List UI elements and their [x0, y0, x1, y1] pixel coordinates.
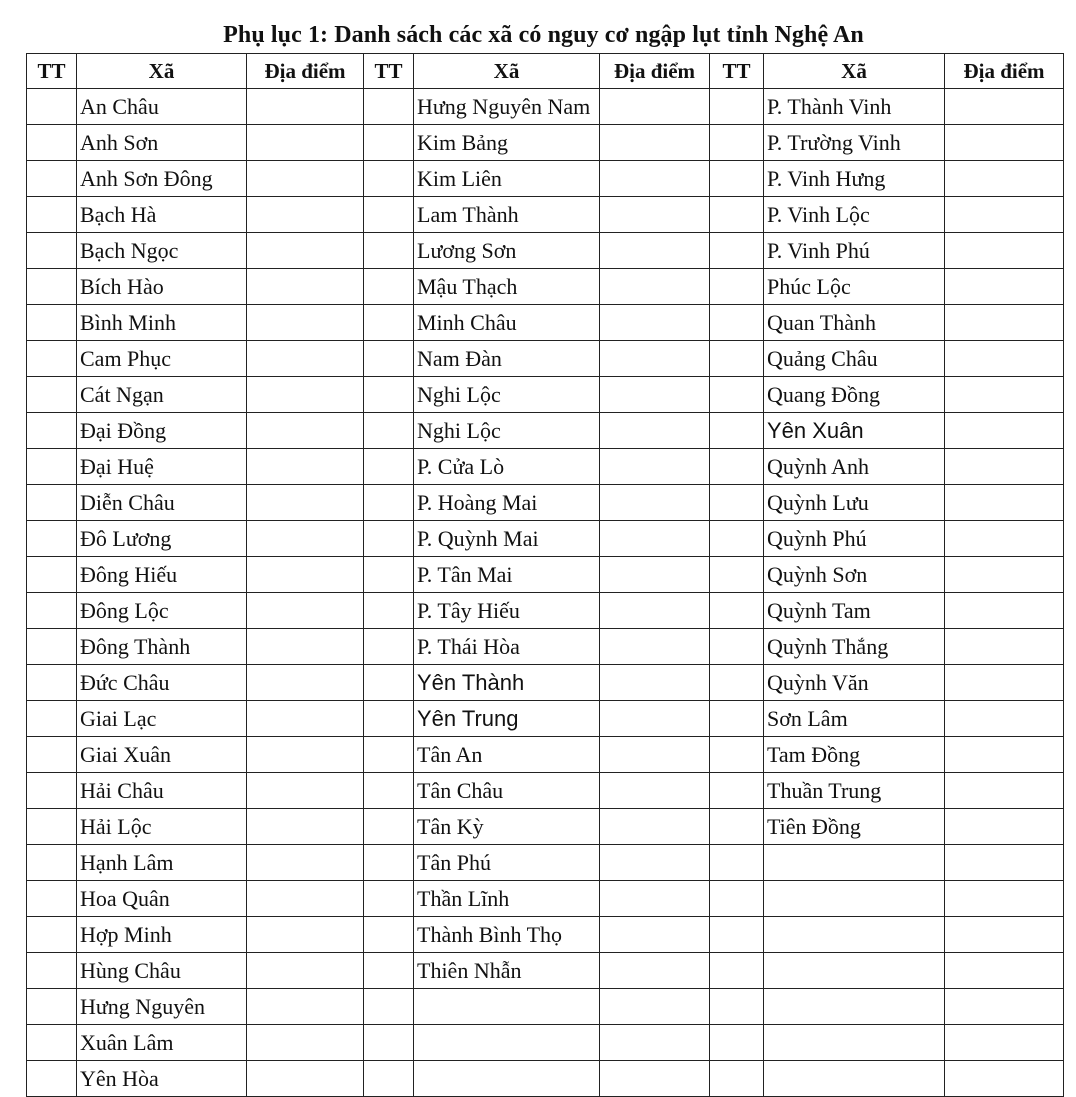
table-row — [27, 629, 1064, 665]
table-row — [27, 377, 1064, 413]
tt-cell — [710, 125, 764, 161]
table-row — [27, 701, 1064, 737]
location-cell — [945, 269, 1064, 305]
table-row — [27, 521, 1064, 557]
tt-cell — [710, 917, 764, 953]
location-cell — [600, 1061, 710, 1097]
tt-cell — [710, 521, 764, 557]
location-cell — [945, 125, 1064, 161]
location-header: Địa điểm — [945, 54, 1064, 89]
location-cell — [945, 233, 1064, 269]
location-cell — [945, 1025, 1064, 1061]
location-cell — [247, 377, 364, 413]
commune-cell-right: Quỳnh Lưu — [764, 485, 945, 521]
commune-cell-left: Giai Xuân — [77, 737, 247, 773]
commune-cell-right: Phúc Lộc — [764, 269, 945, 305]
commune-cell-middle: Tân Phú — [414, 845, 600, 881]
commune-cell-middle: Nam Đàn — [414, 341, 600, 377]
location-cell — [247, 917, 364, 953]
location-cell — [945, 305, 1064, 341]
tt-cell — [27, 305, 77, 341]
commune-cell-middle: Kim Liên — [414, 161, 600, 197]
tt-cell — [364, 557, 414, 593]
tt-cell — [364, 377, 414, 413]
location-cell — [247, 953, 364, 989]
tt-header: TT — [27, 54, 77, 89]
location-cell — [945, 377, 1064, 413]
commune-header: Xã — [414, 54, 600, 89]
tt-cell — [364, 341, 414, 377]
commune-cell-left: Đô Lương — [77, 521, 247, 557]
tt-cell — [364, 197, 414, 233]
tt-cell — [27, 341, 77, 377]
location-cell — [247, 665, 364, 701]
tt-cell — [364, 593, 414, 629]
tt-cell — [27, 881, 77, 917]
table-row — [27, 233, 1064, 269]
location-cell — [247, 341, 364, 377]
location-cell — [945, 989, 1064, 1025]
commune-cell-left: Giai Lạc — [77, 701, 247, 737]
location-cell — [600, 485, 710, 521]
document-title: Phụ lục 1: Danh sách các xã có nguy cơ ngập lụt tỉnh Nghệ An — [223, 22, 864, 48]
location-cell — [945, 845, 1064, 881]
tt-cell — [710, 881, 764, 917]
table-row — [27, 665, 1064, 701]
tt-cell — [364, 845, 414, 881]
tt-cell — [364, 125, 414, 161]
commune-cell-middle: P. Quỳnh Mai — [414, 521, 600, 557]
table-row — [27, 557, 1064, 593]
commune-cell-left: Bích Hào — [77, 269, 247, 305]
location-cell — [247, 449, 364, 485]
location-cell — [600, 701, 710, 737]
location-cell — [247, 629, 364, 665]
commune-cell-left: Hạnh Lâm — [77, 845, 247, 881]
commune-cell-left: Hùng Châu — [77, 953, 247, 989]
commune-cell-middle: P. Cửa Lò — [414, 449, 600, 485]
location-cell — [600, 917, 710, 953]
tt-cell — [364, 629, 414, 665]
location-cell — [247, 989, 364, 1025]
table-row — [27, 449, 1064, 485]
tt-cell — [710, 701, 764, 737]
location-cell — [247, 305, 364, 341]
location-cell — [945, 593, 1064, 629]
commune-cell-right — [764, 1061, 945, 1097]
table-row — [27, 305, 1064, 341]
commune-header: Xã — [77, 54, 247, 89]
location-cell — [247, 557, 364, 593]
location-cell — [600, 665, 710, 701]
location-cell — [247, 413, 364, 449]
commune-cell-middle: Tân Châu — [414, 773, 600, 809]
location-cell — [600, 737, 710, 773]
tt-cell — [710, 1061, 764, 1097]
tt-cell — [27, 413, 77, 449]
commune-cell-right: Quỳnh Anh — [764, 449, 945, 485]
tt-cell — [27, 161, 77, 197]
tt-cell — [710, 557, 764, 593]
location-cell — [945, 809, 1064, 845]
commune-cell-right: Quỳnh Tam — [764, 593, 945, 629]
commune-cell-middle: P. Hoàng Mai — [414, 485, 600, 521]
commune-cell-middle: Lương Sơn — [414, 233, 600, 269]
commune-cell-middle: P. Tân Mai — [414, 557, 600, 593]
commune-cell-right — [764, 917, 945, 953]
location-cell — [247, 233, 364, 269]
location-cell — [600, 233, 710, 269]
commune-cell-middle: Nghi Lộc — [414, 413, 600, 449]
tt-cell — [27, 737, 77, 773]
commune-cell-left: Bạch Hà — [77, 197, 247, 233]
table-row — [27, 341, 1064, 377]
commune-cell-right: Yên Xuân — [764, 413, 945, 449]
location-cell — [600, 89, 710, 125]
commune-cell-left: Bạch Ngọc — [77, 233, 247, 269]
commune-cell-right: P. Vinh Phú — [764, 233, 945, 269]
location-cell — [247, 125, 364, 161]
tt-cell — [710, 413, 764, 449]
location-cell — [945, 737, 1064, 773]
commune-cell-left: Đức Châu — [77, 665, 247, 701]
commune-cell-left: Cam Phục — [77, 341, 247, 377]
tt-cell — [710, 737, 764, 773]
commune-cell-middle: Yên Trung — [414, 701, 600, 737]
commune-cell-right: Sơn Lâm — [764, 701, 945, 737]
location-cell — [247, 1061, 364, 1097]
tt-cell — [27, 665, 77, 701]
location-cell — [600, 881, 710, 917]
commune-cell-right: P. Trường Vinh — [764, 125, 945, 161]
tt-cell — [710, 197, 764, 233]
location-cell — [600, 557, 710, 593]
tt-cell — [710, 89, 764, 125]
commune-cell-left: Đông Hiếu — [77, 557, 247, 593]
tt-cell — [364, 953, 414, 989]
commune-cell-left: Đại Đồng — [77, 413, 247, 449]
tt-cell — [364, 521, 414, 557]
commune-cell-right: Quảng Châu — [764, 341, 945, 377]
tt-cell — [364, 989, 414, 1025]
commune-cell-right: Tiên Đồng — [764, 809, 945, 845]
tt-cell — [710, 377, 764, 413]
location-cell — [945, 449, 1064, 485]
tt-cell — [364, 233, 414, 269]
tt-cell — [710, 629, 764, 665]
tt-cell — [27, 233, 77, 269]
location-header: Địa điểm — [600, 54, 710, 89]
commune-cell-right: P. Vinh Hưng — [764, 161, 945, 197]
commune-cell-left: Hoa Quân — [77, 881, 247, 917]
tt-header: TT — [710, 54, 764, 89]
location-cell — [600, 773, 710, 809]
tt-cell — [27, 125, 77, 161]
location-cell — [600, 989, 710, 1025]
location-cell — [600, 197, 710, 233]
commune-cell-right: Tam Đồng — [764, 737, 945, 773]
commune-cell-right — [764, 881, 945, 917]
tt-cell — [364, 773, 414, 809]
tt-cell — [364, 305, 414, 341]
commune-cell-left: Hải Châu — [77, 773, 247, 809]
commune-cell-left: Hợp Minh — [77, 917, 247, 953]
location-header: Địa điểm — [247, 54, 364, 89]
location-cell — [600, 449, 710, 485]
tt-cell — [710, 665, 764, 701]
location-cell — [247, 485, 364, 521]
tt-cell — [710, 1025, 764, 1061]
commune-cell-left: Xuân Lâm — [77, 1025, 247, 1061]
commune-cell-right: Quỳnh Phú — [764, 521, 945, 557]
location-cell — [247, 197, 364, 233]
location-cell — [945, 917, 1064, 953]
tt-cell — [27, 485, 77, 521]
table-row — [27, 1061, 1064, 1097]
table-row — [27, 809, 1064, 845]
tt-cell — [27, 773, 77, 809]
location-cell — [600, 629, 710, 665]
commune-header: Xã — [764, 54, 945, 89]
location-cell — [247, 845, 364, 881]
tt-cell — [364, 881, 414, 917]
location-cell — [247, 521, 364, 557]
location-cell — [945, 557, 1064, 593]
tt-cell — [27, 809, 77, 845]
commune-cell-right: Quỳnh Thắng — [764, 629, 945, 665]
commune-cell-right: Quang Đồng — [764, 377, 945, 413]
commune-cell-middle: Mậu Thạch — [414, 269, 600, 305]
commune-cell-middle: Kim Bảng — [414, 125, 600, 161]
commune-cell-right — [764, 845, 945, 881]
commune-cell-right: P. Thành Vinh — [764, 89, 945, 125]
commune-cell-left: Hưng Nguyên — [77, 989, 247, 1025]
location-cell — [945, 521, 1064, 557]
location-cell — [600, 593, 710, 629]
tt-cell — [710, 809, 764, 845]
location-cell — [945, 629, 1064, 665]
tt-cell — [364, 449, 414, 485]
location-cell — [945, 701, 1064, 737]
location-cell — [945, 197, 1064, 233]
commune-cell-right — [764, 953, 945, 989]
commune-cell-left: Diễn Châu — [77, 485, 247, 521]
tt-cell — [27, 593, 77, 629]
tt-cell — [27, 701, 77, 737]
location-cell — [945, 665, 1064, 701]
tt-cell — [27, 989, 77, 1025]
location-cell — [945, 773, 1064, 809]
commune-cell-middle: P. Tây Hiếu — [414, 593, 600, 629]
location-cell — [600, 269, 710, 305]
location-cell — [600, 305, 710, 341]
commune-cell-left: Cát Ngạn — [77, 377, 247, 413]
location-cell — [247, 89, 364, 125]
location-cell — [600, 377, 710, 413]
commune-cell-right — [764, 1025, 945, 1061]
location-cell — [600, 413, 710, 449]
tt-cell — [710, 233, 764, 269]
tt-cell — [364, 917, 414, 953]
tt-cell — [364, 269, 414, 305]
commune-cell-right: Thuần Trung — [764, 773, 945, 809]
commune-cell-right: Quan Thành — [764, 305, 945, 341]
tt-cell — [710, 161, 764, 197]
tt-cell — [27, 197, 77, 233]
tt-cell — [710, 953, 764, 989]
commune-cell-middle: Tân Kỳ — [414, 809, 600, 845]
tt-cell — [27, 557, 77, 593]
tt-cell — [27, 953, 77, 989]
table-row — [27, 989, 1064, 1025]
tt-cell — [364, 161, 414, 197]
tt-cell — [364, 413, 414, 449]
tt-cell — [710, 989, 764, 1025]
commune-cell-left: Anh Sơn — [77, 125, 247, 161]
commune-cell-right — [764, 989, 945, 1025]
tt-cell — [27, 1025, 77, 1061]
location-cell — [945, 485, 1064, 521]
tt-cell — [364, 485, 414, 521]
location-cell — [600, 521, 710, 557]
tt-cell — [27, 377, 77, 413]
commune-cell-middle: Yên Thành — [414, 665, 600, 701]
tt-cell — [364, 809, 414, 845]
commune-cell-middle — [414, 1061, 600, 1097]
commune-cell-right: P. Vinh Lộc — [764, 197, 945, 233]
tt-cell — [710, 773, 764, 809]
commune-cell-middle — [414, 989, 600, 1025]
tt-cell — [710, 269, 764, 305]
location-cell — [945, 413, 1064, 449]
commune-cell-middle: P. Thái Hòa — [414, 629, 600, 665]
tt-cell — [364, 737, 414, 773]
tt-cell — [710, 341, 764, 377]
tt-cell — [364, 701, 414, 737]
commune-cell-right: Quỳnh Văn — [764, 665, 945, 701]
commune-cell-middle: Nghi Lộc — [414, 377, 600, 413]
commune-cell-middle: Thần Lĩnh — [414, 881, 600, 917]
tt-cell — [710, 449, 764, 485]
commune-cell-right: Quỳnh Sơn — [764, 557, 945, 593]
commune-cell-middle: Tân An — [414, 737, 600, 773]
location-cell — [945, 1061, 1064, 1097]
location-cell — [945, 881, 1064, 917]
location-cell — [600, 953, 710, 989]
commune-cell-left: Đông Lộc — [77, 593, 247, 629]
location-cell — [600, 1025, 710, 1061]
tt-cell — [364, 1025, 414, 1061]
commune-cell-middle: Minh Châu — [414, 305, 600, 341]
commune-cell-left: Đông Thành — [77, 629, 247, 665]
tt-cell — [27, 521, 77, 557]
table-row — [27, 845, 1064, 881]
location-cell — [600, 845, 710, 881]
location-cell — [247, 701, 364, 737]
location-cell — [247, 737, 364, 773]
tt-cell — [364, 665, 414, 701]
table-row — [27, 917, 1064, 953]
tt-cell — [364, 89, 414, 125]
commune-cell-left: Hải Lộc — [77, 809, 247, 845]
location-cell — [600, 161, 710, 197]
commune-cell-middle: Thiên Nhẫn — [414, 953, 600, 989]
tt-cell — [27, 629, 77, 665]
header-row — [27, 54, 1064, 89]
location-cell — [247, 593, 364, 629]
tt-cell — [364, 1061, 414, 1097]
table-row — [27, 953, 1064, 989]
location-cell — [945, 161, 1064, 197]
location-cell — [600, 341, 710, 377]
location-cell — [247, 1025, 364, 1061]
tt-cell — [710, 845, 764, 881]
location-cell — [945, 953, 1064, 989]
tt-cell — [27, 917, 77, 953]
table-row — [27, 593, 1064, 629]
table-row — [27, 269, 1064, 305]
location-cell — [247, 809, 364, 845]
commune-cell-left: Đại Huệ — [77, 449, 247, 485]
table-row — [27, 161, 1064, 197]
commune-cell-middle: Lam Thành — [414, 197, 600, 233]
commune-cell-left: Bình Minh — [77, 305, 247, 341]
table-row — [27, 881, 1064, 917]
commune-cell-left: An Châu — [77, 89, 247, 125]
location-cell — [247, 161, 364, 197]
location-cell — [247, 269, 364, 305]
table-row — [27, 413, 1064, 449]
tt-cell — [710, 593, 764, 629]
commune-cell-left: Anh Sơn Đông — [77, 161, 247, 197]
table-row — [27, 197, 1064, 233]
tt-cell — [27, 845, 77, 881]
location-cell — [600, 125, 710, 161]
commune-cell-middle: Hưng Nguyên Nam — [414, 89, 600, 125]
tt-cell — [710, 485, 764, 521]
table-row — [27, 1025, 1064, 1061]
tt-cell — [27, 89, 77, 125]
tt-cell — [27, 1061, 77, 1097]
location-cell — [247, 881, 364, 917]
location-cell — [600, 809, 710, 845]
commune-cell-middle — [414, 1025, 600, 1061]
commune-cell-middle: Thành Bình Thọ — [414, 917, 600, 953]
table-row — [27, 125, 1064, 161]
tt-cell — [27, 269, 77, 305]
location-cell — [945, 89, 1064, 125]
commune-table — [26, 53, 1064, 1097]
location-cell — [945, 341, 1064, 377]
tt-cell — [27, 449, 77, 485]
table-row — [27, 737, 1064, 773]
tt-header: TT — [364, 54, 414, 89]
tt-cell — [710, 305, 764, 341]
commune-cell-left: Yên Hòa — [77, 1061, 247, 1097]
table-row — [27, 485, 1064, 521]
location-cell — [247, 773, 364, 809]
table-row — [27, 773, 1064, 809]
table-row — [27, 89, 1064, 125]
